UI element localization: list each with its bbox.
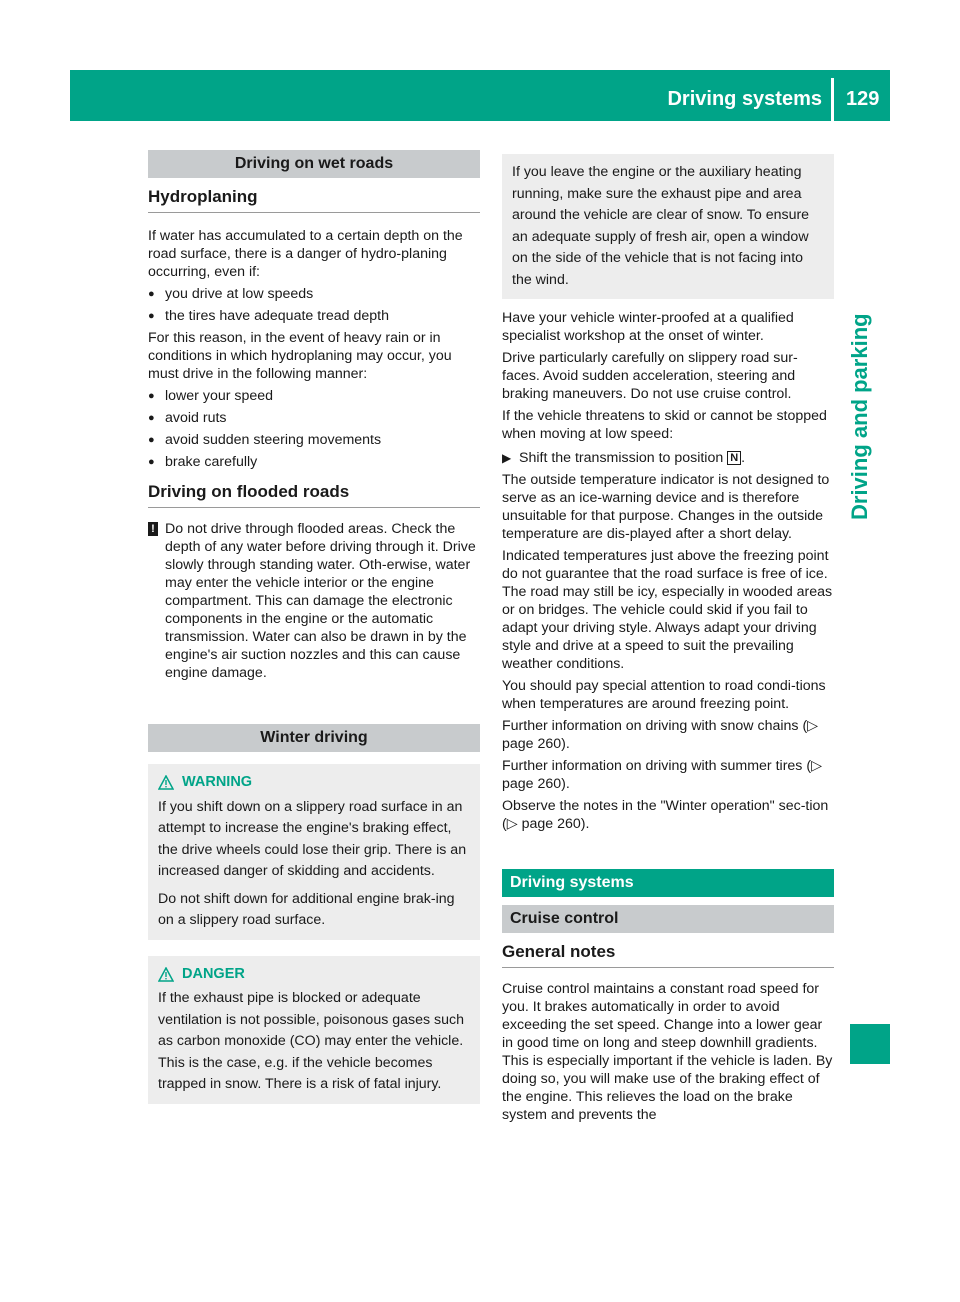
winter-text-5: Indicated temperatures just above the freezing point do not guarantee that the road surface is free of ice. The road may still be icy, especially in wooded areas or on bridges. The vehicle could skid if you fail to adapt your driving style. Always adapt your driving style and drive at a speed to suit the prevailing weather conditions. — [502, 548, 833, 672]
winter-text-3: If the vehicle threatens to skid or cannot be stopped when moving at low speed: — [502, 408, 827, 442]
snow-chains-link[interactable]: Further information on driving with snow chains (▷ page 260). — [502, 718, 819, 752]
summer-tires-link[interactable]: Further information on driving with summer tires (▷ page 260). — [502, 758, 822, 792]
list-item: ● lower your speed — [148, 388, 274, 404]
hydro-intro: If water has accumulated to a certain depth on the road surface, there is a danger of hydro-planing occurring, even if: — [148, 228, 463, 280]
heading-general-notes: General notes — [502, 943, 834, 968]
bullet-icon: ● — [148, 434, 155, 446]
winter-text-4: The outside temperature indicator is not designed to serve as an ice-warning device and is therefore unsuitable for that purpose. Changes in the outside temperature are dis-played after a short delay. — [502, 472, 830, 542]
bullet-icon: ● — [148, 390, 155, 402]
list-item: ● avoid sudden steering movements — [148, 432, 382, 448]
side-tab-label: Driving and parking — [847, 313, 872, 520]
side-tab-marker — [850, 1024, 890, 1064]
warning-box — [148, 764, 480, 940]
left-column — [148, 150, 480, 1104]
winter-text-1: Have your vehicle winter-proofed at a qualified specialist workshop at the onset of winter. — [502, 310, 794, 344]
transmission-position-n-icon: N — [727, 451, 741, 465]
danger-header — [158, 964, 472, 986]
page-section-title: Driving systems — [667, 88, 822, 110]
step-arrow-icon: ▶ — [502, 451, 512, 465]
section-title-wet-roads: Driving on wet roads — [148, 150, 480, 178]
page-number: 129 — [846, 88, 880, 110]
list-item: ● the tires have adequate tread depth — [148, 308, 390, 324]
bullet-icon: ● — [148, 288, 155, 300]
hydro-reason: For this reason, in the event of heavy rain or in conditions in which hydroplaning may occur, you must drive in the following manner: — [148, 330, 452, 382]
winter-text-2: Drive particularly carefully on slippery road sur-faces. Avoid sudden acceleration, steering and braking maneuvers. Do not use cruise control. — [502, 350, 798, 402]
list-item: ● brake carefully — [148, 454, 258, 470]
danger-triangle-icon — [158, 967, 174, 982]
heading-flooded-roads: Driving on flooded roads — [148, 483, 480, 508]
danger-label: DANGER — [182, 965, 245, 982]
warning-header — [158, 772, 472, 794]
heading-hydroplaning: Hydroplaning — [148, 188, 480, 213]
right-column — [502, 150, 834, 1124]
list-item: ● you drive at low speeds — [148, 286, 314, 302]
warning-label: WARNING — [182, 774, 253, 790]
driving-manner-list — [148, 387, 480, 471]
winter-operation-link[interactable]: Observe the notes in the "Winter operation" sec-tion (▷ page 260). — [502, 798, 829, 832]
bullet-icon: ● — [148, 456, 155, 468]
header-divider — [831, 78, 834, 121]
danger-box — [148, 956, 480, 1104]
list-item: ● avoid ruts — [148, 410, 227, 426]
bullet-icon: ● — [148, 310, 155, 322]
bullet-icon: ● — [148, 412, 155, 424]
danger-text-1: If the exhaust pipe is blocked or adequate ventilation is not possible, poisonous gases such as carbon monoxide (CO) may enter the vehicle. This is the case, e.g. if the vehicle becomes trapped in snow. There is a risk of fatal injury. — [158, 990, 465, 1092]
danger-box-continued — [502, 154, 834, 299]
winter-text-6: You should pay special attention to road condi-tions when temperatures are around freezing point. — [502, 678, 826, 712]
flooded-note: ! Do not drive through flooded areas. Check the depth of any water before driving through it. Drive slowly through standing water. Oth-erwise, water may enter the vehicle interior or the engine compartment. This can damage the electronic components in the engine or the automatic transmission. Water can also be drawn in by the engine's air suction nozzles and this can cause engine damage. — [148, 520, 480, 682]
section-title-cruise-control: Cruise control — [502, 905, 834, 933]
section-title-driving-systems: Driving systems — [502, 869, 834, 897]
warning-text-1: If you shift down on a slippery road surface in an attempt to increase the engine's braking effect, the drive wheels could lose their grip. There is an increased danger of skidding and accidents. — [158, 798, 467, 879]
danger-text-2: If you leave the engine or the auxiliary heating running, make sure the exhaust pipe and area around the vehicle are clear of snow. To ensure an adequate supply of fresh air, open a window on the side of the vehicle that is not facing into the wind. — [512, 164, 810, 288]
hydro-conditions-list — [148, 285, 480, 325]
warning-text-2: Do not shift down for additional engine brak-ing on a slippery road surface. — [158, 890, 455, 928]
section-title-winter: Winter driving — [148, 724, 480, 752]
cruise-text-1: Cruise control maintains a constant road speed for you. It brakes automatically in order to avoid exceeding the set speed. Change into a lower gear in good time on long and steep downhill gradients. This is especially important if the vehicle is laden. By doing so, you will make use of the braking effect of the engine. This relieves the load on the brake system and prevents the — [502, 981, 833, 1123]
exclamation-icon: ! — [148, 522, 158, 536]
warning-triangle-icon — [158, 775, 174, 790]
instruction-step: ▶ Shift the transmission to position N . — [502, 450, 746, 466]
